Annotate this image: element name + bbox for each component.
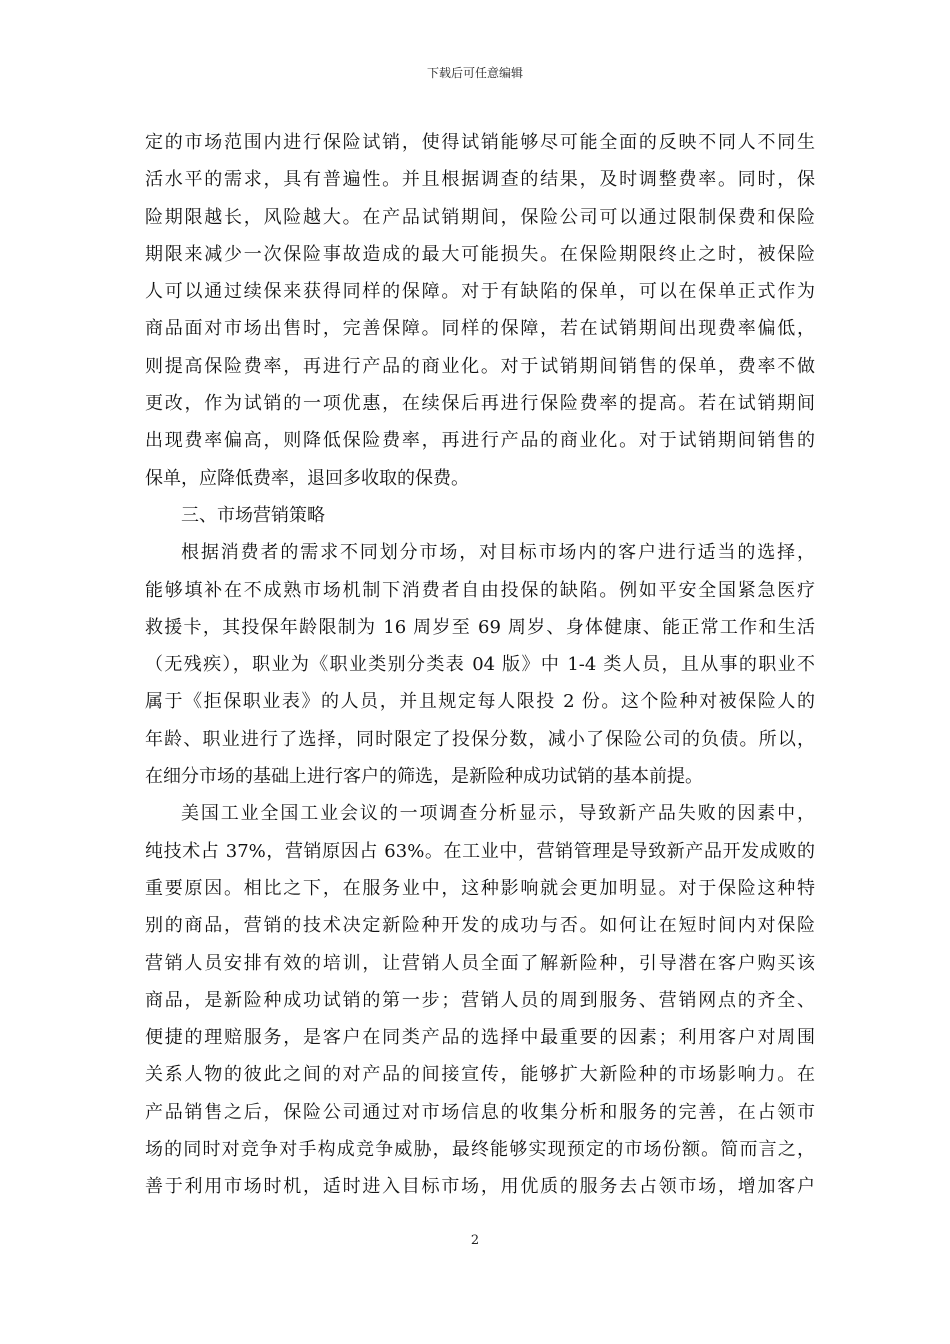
text-line: 年龄、职业进行了选择，同时限定了投保分数，减小了保险公司的负债。所以， xyxy=(145,728,815,750)
text-line: 人可以通过续保来获得同样的保障。对于有缺陷的保单，可以在保单正式作为 xyxy=(145,281,815,303)
text-line: 美国工业全国工业会议的一项调查分析显示，导致新产品失败的因素中， xyxy=(181,803,815,825)
text-line: 别的商品，营销的技术决定新险种开发的成功与否。如何让在短时间内对保险 xyxy=(145,915,815,937)
text-line: （无残疾），职业为《职业类别分类表 04 版》中 1-4 类人员，且从事的职业不 xyxy=(145,654,815,676)
text-line: 则提高保险费率，再进行产品的商业化。对于试销期间销售的保单，费率不做 xyxy=(145,355,815,377)
text-line: 能够填补在不成熟市场机制下消费者自由投保的缺陷。例如平安全国紧急医疗 xyxy=(145,579,815,601)
text-line: 便捷的理赔服务，是客户在同类产品的选择中最重要的因素；利用客户对周围 xyxy=(145,1027,815,1049)
text-line: 商品，是新险种成功试销的第一步；营销人员的周到服务、营销网点的齐全、 xyxy=(145,989,815,1011)
text-line: 关系人物的彼此之间的对产品的间接宣传，能够扩大新险种的市场影响力。在 xyxy=(145,1064,815,1086)
text-line: 期限来减少一次保险事故造成的最大可能损失。在保险期限终止之时，被保险 xyxy=(145,243,815,265)
text-line: 善于利用市场时机，适时进入目标市场，用优质的服务去占领市场，增加客户 xyxy=(145,1176,815,1198)
text-line: 保单，应降低费率，退回多收取的保费。 xyxy=(145,467,469,489)
text-line: 场的同时对竞争对手构成竞争威胁，最终能够实现预定的市场份额。简而言之， xyxy=(145,1139,815,1161)
document-body xyxy=(145,124,815,1206)
page-header: 下载后可任意编辑 xyxy=(426,66,523,80)
text-line: 纯技术占 37%，营销原因占 63%。在工业中，营销管理是导致新产品开发成败的 xyxy=(145,840,815,862)
text-line: 产品销售之后，保险公司通过对市场信息的收集分析和服务的完善，在占领市 xyxy=(145,1101,815,1123)
text-line: 活水平的需求，具有普遍性。并且根据调查的结果，及时调整费率。同时，保 xyxy=(145,169,815,191)
text-line: 定的市场范围内进行保险试销，使得试销能够尽可能全面的反映不同人不同生 xyxy=(145,132,815,153)
text-line: 营销人员安排有效的培训，让营销人员全面了解新险种，引导潜在客户购买该 xyxy=(145,952,815,974)
text-line: 出现费率偏高，则降低保险费率，再进行产品的商业化。对于试销期间销售的 xyxy=(145,430,815,452)
text-line: 根据消费者的需求不同划分市场，对目标市场内的客户进行适当的选择， xyxy=(181,542,815,564)
text-line: 属于《拒保职业表》的人员，并且规定每人限投 2 份。这个险种对被保险人的 xyxy=(145,691,815,713)
text-line: 重要原因。相比之下，在服务业中，这种影响就会更加明显。对于保险这种特 xyxy=(145,877,815,899)
text-line: 险期限越长，风险越大。在产品试销期间，保险公司可以通过限制保费和保险 xyxy=(145,206,815,228)
text-line: 救援卡，其投保年龄限制为 16 周岁至 69 周岁、身体健康、能正常工作和生活 xyxy=(145,616,815,638)
text-line: 商品面对市场出售时，完善保障。同样的保障，若在试销期间出现费率偏低， xyxy=(145,318,815,340)
text-line: 在细分市场的基础上进行客户的筛选，是新险种成功试销的基本前提。 xyxy=(145,766,703,788)
text-line: 更改，作为试销的一项优惠，在续保后再进行保险费率的提高。若在试销期间 xyxy=(145,393,815,415)
page-number: 2 xyxy=(470,1233,480,1248)
text-line: 三、市场营销策略 xyxy=(181,504,325,526)
